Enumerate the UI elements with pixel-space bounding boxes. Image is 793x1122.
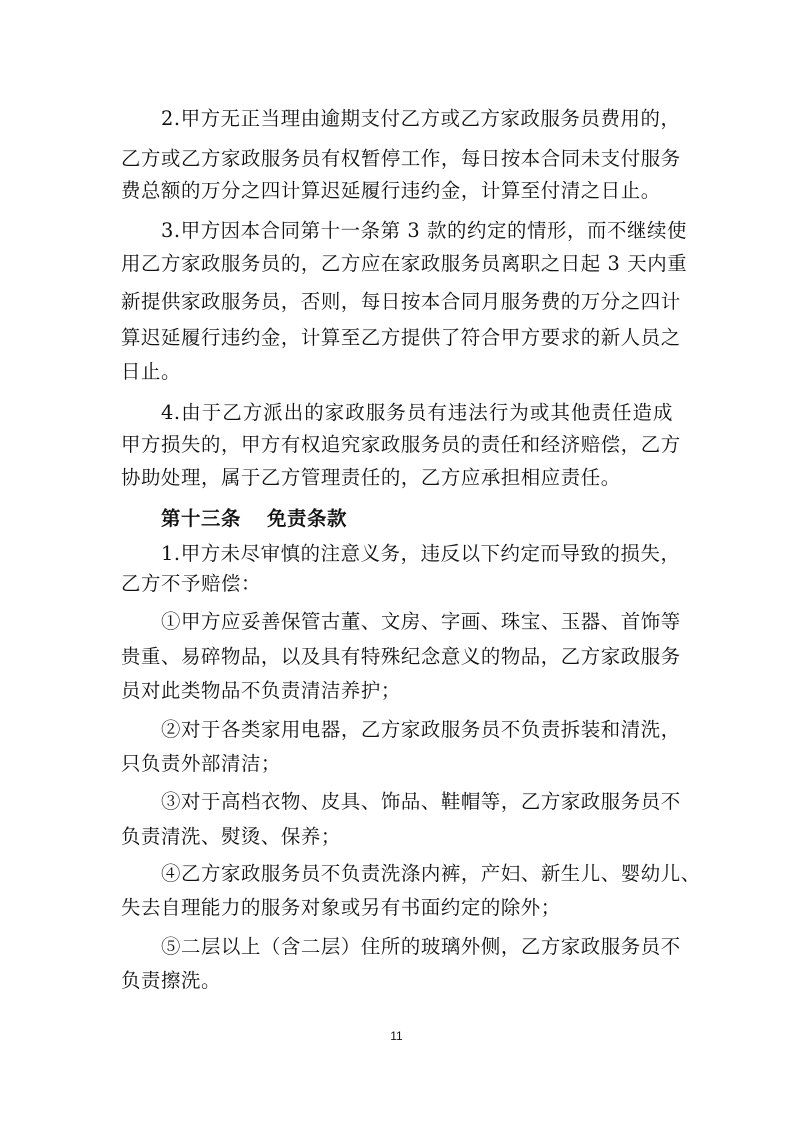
text-line: 算迟延履行违约金，计算至乙方提供了符合甲方要求的新人员之 [121, 326, 681, 349]
text-line: 3.甲方因本合同第十一条第 3 款的约定的情形，而不继续使 [161, 219, 687, 242]
text-line: 4.由于乙方派出的家政服务员有违法行为或其他责任造成 [161, 401, 673, 424]
text-line: ①甲方应妥善保管古董、文房、字画、珠宝、玉器、首饰等 [161, 610, 681, 633]
text-line: 新提供家政服务员，否则，每日按本合同月服务费的万分之四计 [121, 290, 681, 313]
article-title: 免责条款 [266, 507, 347, 530]
article-number: 第十三条 [161, 507, 241, 530]
text-line: 2.甲方无正当理由逾期支付乙方或乙方家政服务员费用的， [161, 107, 681, 130]
text-line: ④乙方家政服务员不负责洗涤内裤，产妇、新生儿、婴幼儿、 [161, 862, 701, 885]
text-line: 只负责外部清洁； [121, 752, 281, 775]
text-line: 费总额的万分之四计算迟延履行违约金，计算至付清之日止。 [121, 179, 661, 202]
text-line: 贵重、易碎物品，以及具有特殊纪念意义的物品，乙方家政服务 [121, 645, 681, 668]
text-line: 员对此类物品不负责清洁养护； [121, 679, 401, 702]
page-number: 11 [390, 1029, 403, 1043]
text-line: 1.甲方未尽审慎的注意义务，违反以下约定而导致的损失， [161, 542, 681, 565]
text-line: 负责擦洗。 [121, 969, 221, 992]
text-line: 甲方损失的，甲方有权追究家政服务员的责任和经济赔偿，乙方 [121, 433, 681, 456]
text-line: 负责清洗、熨烫、保养； [121, 825, 341, 848]
text-line: 用乙方家政服务员的，乙方应在家政服务员离职之日起 3 天内重 [121, 252, 688, 275]
text-line: 乙方或乙方家政服务员有权暂停工作，每日按本合同未支付服务 [121, 147, 681, 170]
text-line: 失去自理能力的服务对象或另有书面约定的除外； [121, 896, 561, 919]
text-line: ⑤二层以上（含二层）住所的玻璃外侧，乙方家政服务员不 [161, 935, 681, 958]
text-line: ②对于各类家用电器，乙方家政服务员不负责拆装和清洗， [161, 718, 681, 741]
text-line: 日止。 [121, 360, 181, 383]
text-line: ③对于高档衣物、皮具、饰品、鞋帽等，乙方家政服务员不 [161, 790, 681, 813]
text-line: 乙方不予赔偿： [121, 572, 261, 595]
section-heading [161, 507, 347, 531]
text-line: 协助处理，属于乙方管理责任的，乙方应承担相应责任。 [121, 466, 621, 489]
